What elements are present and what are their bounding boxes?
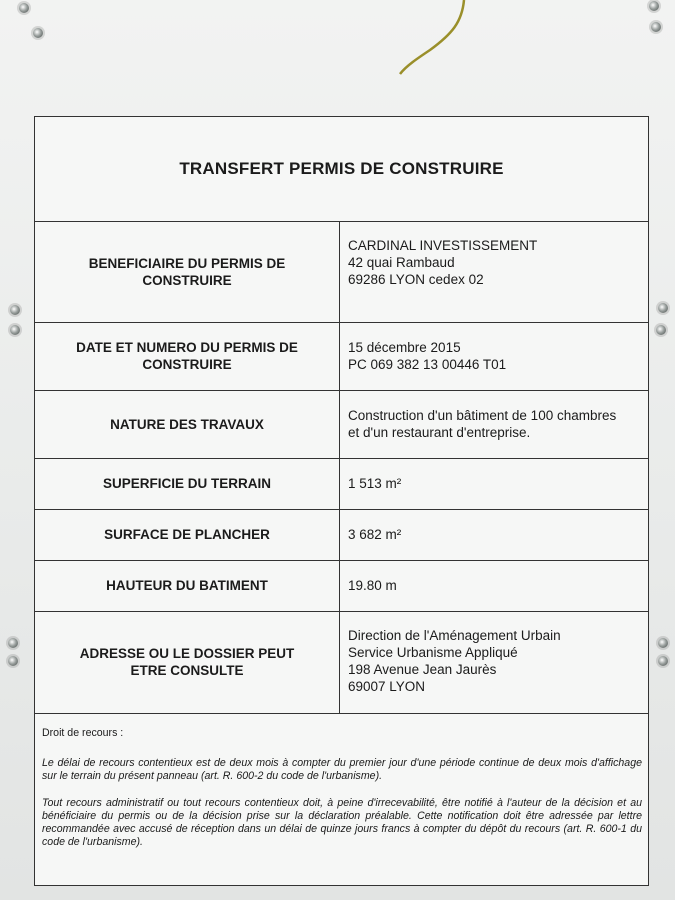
row-value — [340, 390, 648, 458]
table-row — [35, 221, 648, 323]
table-row — [35, 611, 648, 714]
value-line: Construction d'un bâtiment de 100 chambres — [348, 408, 617, 423]
screw-icon — [658, 303, 668, 313]
value-line: Service Urbanisme Appliqué — [348, 645, 518, 660]
row-label: ADRESSE OU LE DOSSIER PEUT ETRE CONSULTE — [35, 611, 340, 713]
screw-icon — [649, 1, 659, 11]
value-line: 69007 LYON — [348, 679, 426, 694]
notes-paragraph: Le délai de recours contentieux est de deux mois à compter du premier jour d'une période continue de deux mois d'affichage sur le terrain du présent panneau (art. R. 600-2 du code de l'urbanisme). — [42, 757, 642, 782]
screw-icon — [658, 656, 668, 666]
screw-icon — [10, 305, 20, 315]
title-cell — [35, 117, 648, 222]
value-line: et d'un restaurant d'entreprise. — [348, 425, 531, 440]
page-title: TRANSFERT PERMIS DE CONSTRUIRE — [179, 159, 504, 178]
value-line: PC 069 382 13 00446 T01 — [348, 357, 507, 372]
row-value — [340, 322, 648, 390]
table-row — [35, 458, 648, 510]
screw-icon — [8, 656, 18, 666]
table-row — [35, 390, 648, 459]
table-row — [35, 560, 648, 612]
row-label: SURFACE DE PLANCHER — [35, 509, 340, 560]
notes-heading: Droit de recours : — [42, 727, 124, 739]
row-label: SUPERFICIE DU TERRAIN — [35, 458, 340, 509]
row-value — [340, 611, 648, 713]
row-label: DATE ET NUMERO DU PERMIS DE CONSTRUIRE — [35, 322, 340, 390]
notes-paragraph: Tout recours administratif ou tout recours contentieux doit, à peine d'irrecevabilité, être notifié à l'auteur de la décision et au bénéficiaire du permis ou de la décision prise sur la déclaration préalable. Cette notification doit être adressée par lettre recommandée avec accusé de réception dans un délai de quinze jours francs à compter du dépôt du recours (art. R. 600-1 du code de l'urbanisme). — [42, 797, 642, 848]
row-value — [340, 509, 648, 560]
value-line: Direction de l'Aménagement Urbain — [348, 628, 561, 643]
row-value — [340, 560, 648, 611]
screw-icon — [33, 28, 43, 38]
table-row — [35, 509, 648, 561]
screw-icon — [10, 325, 20, 335]
permit-sheet — [34, 116, 649, 886]
screw-icon — [19, 3, 29, 13]
screw-icon — [658, 638, 668, 648]
value-line: 69286 LYON cedex 02 — [348, 272, 484, 287]
appeal-notes — [35, 713, 648, 863]
value-line: 3 682 m² — [348, 527, 402, 542]
row-label: BENEFICIAIRE DU PERMIS DE CONSTRUIRE — [35, 221, 340, 322]
wire-icon — [390, 0, 480, 80]
value-line: 1 513 m² — [348, 476, 402, 491]
screw-icon — [8, 638, 18, 648]
value-line: 19.80 m — [348, 578, 397, 593]
row-value — [340, 458, 648, 509]
value-line: CARDINAL INVESTISSEMENT — [348, 238, 538, 253]
value-line: 15 décembre 2015 — [348, 340, 461, 355]
value-line: 198 Avenue Jean Jaurès — [348, 662, 497, 677]
screw-icon — [651, 22, 661, 32]
row-label: NATURE DES TRAVAUX — [35, 390, 340, 458]
row-label: HAUTEUR DU BATIMENT — [35, 560, 340, 611]
table-row — [35, 322, 648, 391]
value-line: 42 quai Rambaud — [348, 255, 455, 270]
row-value — [340, 221, 648, 322]
screw-icon — [656, 325, 666, 335]
